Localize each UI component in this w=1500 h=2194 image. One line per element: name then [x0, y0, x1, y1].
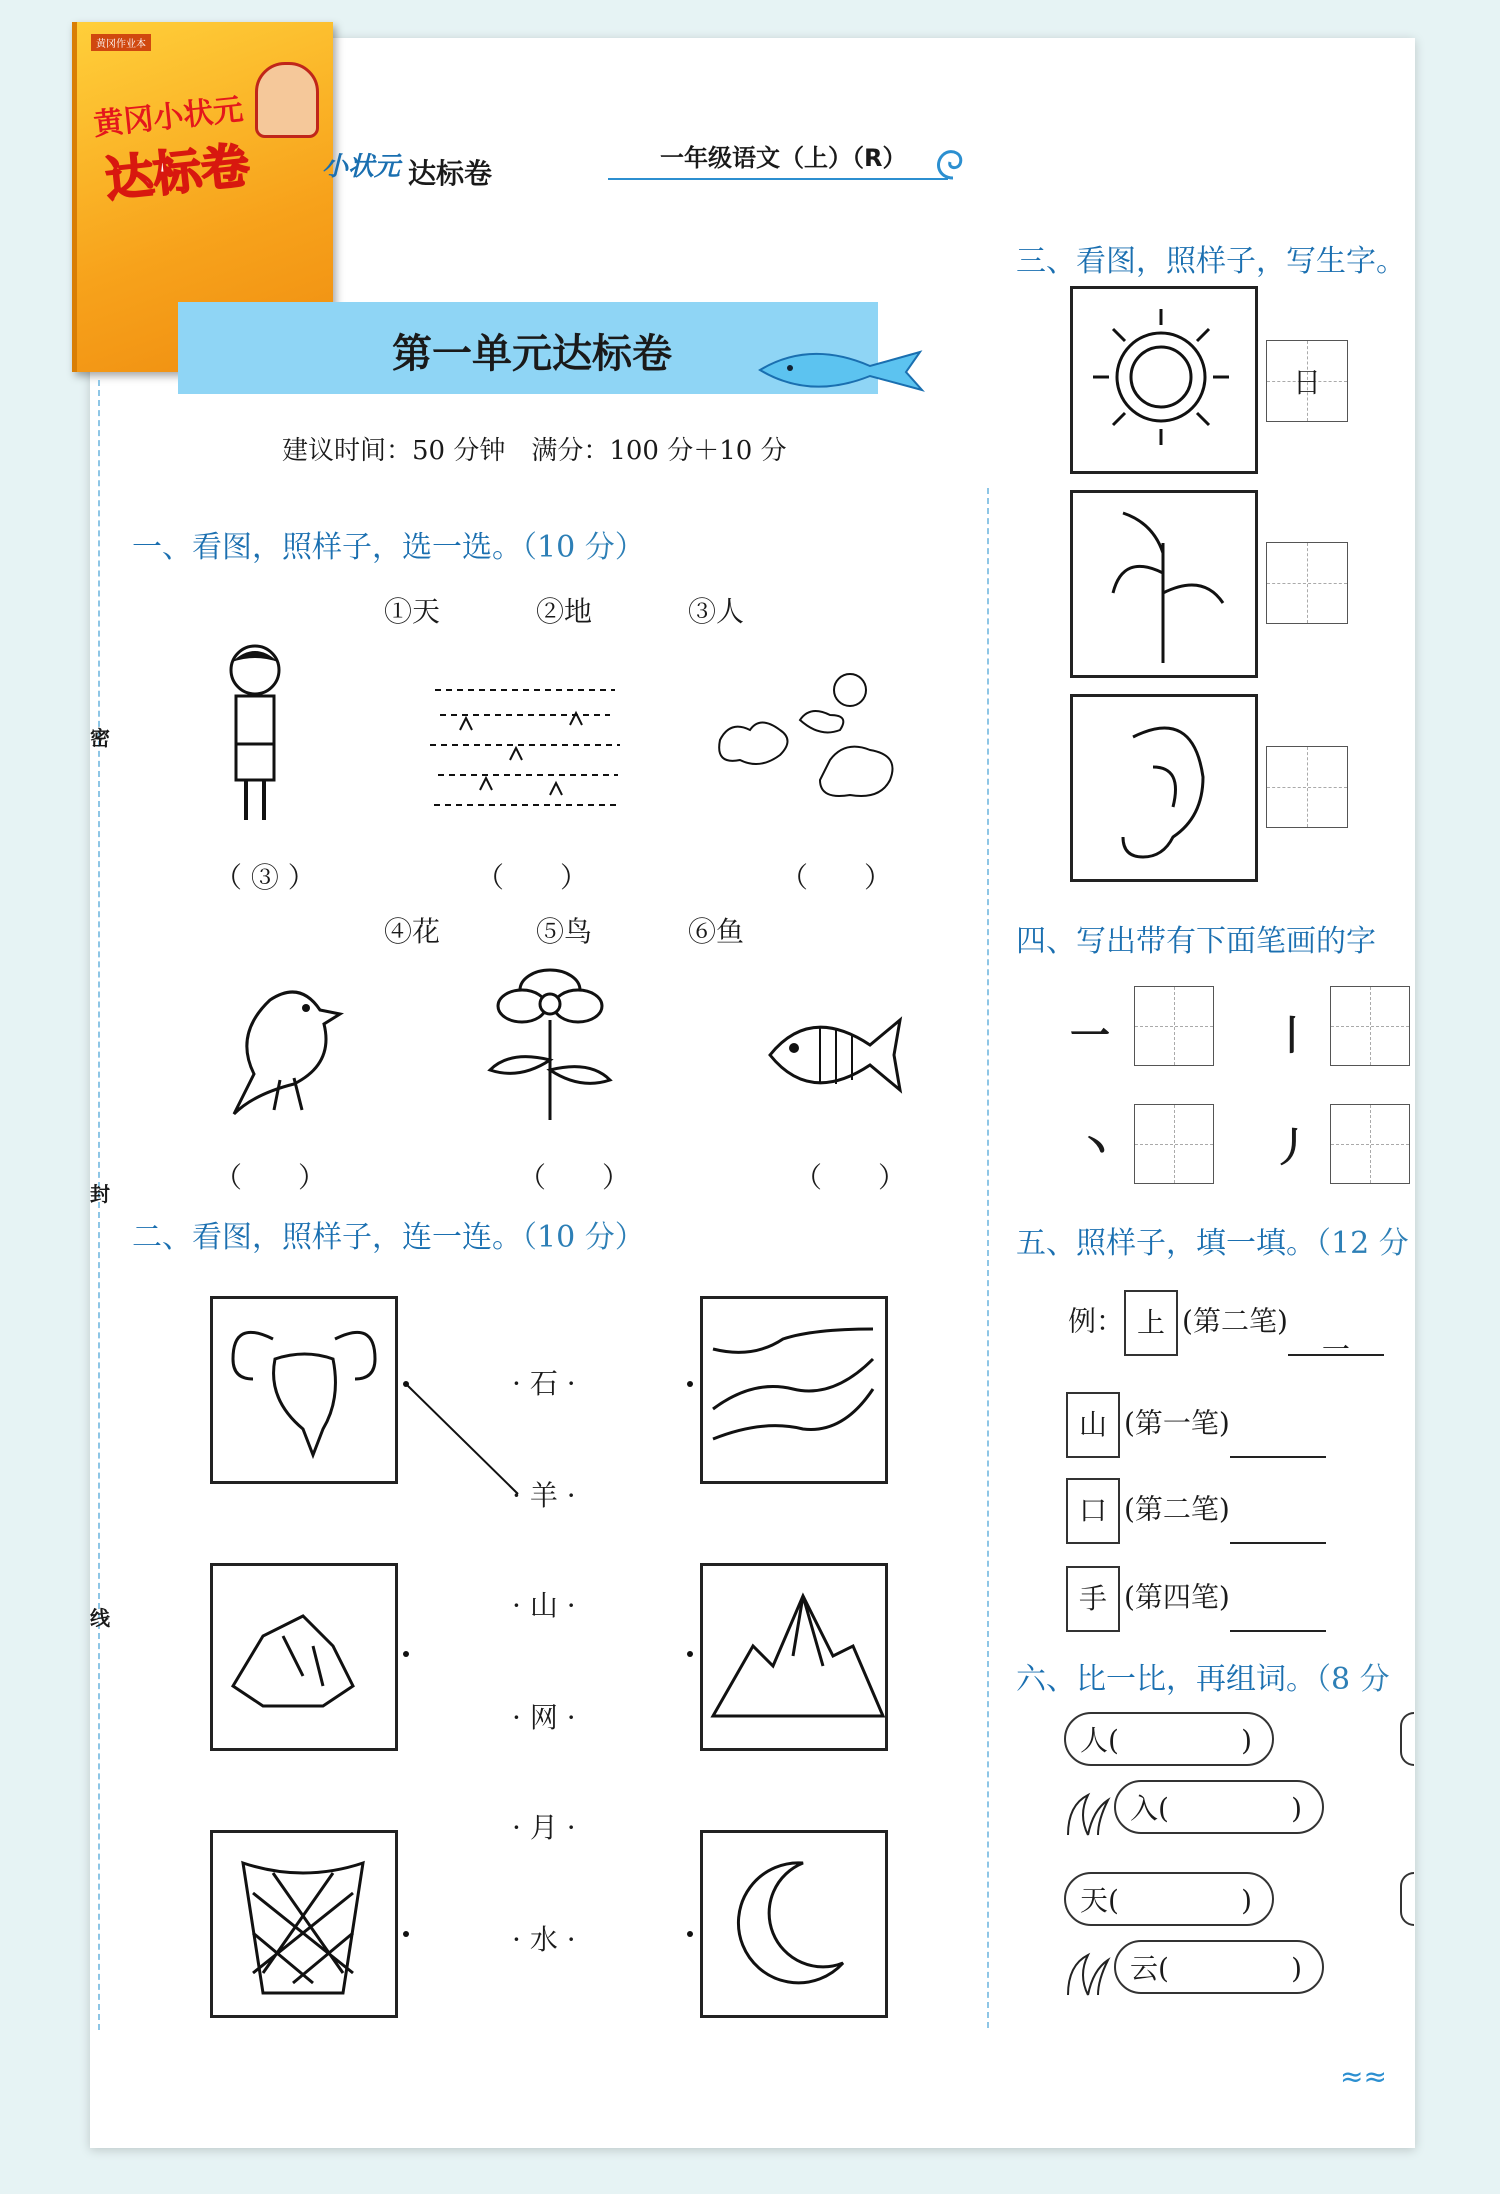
match-word-water[interactable]: · 水 ·	[512, 1923, 576, 1956]
header-title: 达标卷	[408, 157, 493, 190]
word-pill-yun-text: 云(	[1130, 1952, 1169, 1985]
option-bird: ⑤鸟	[536, 915, 593, 948]
fish-decoration-icon	[750, 330, 940, 410]
section2-heading	[132, 1212, 645, 1256]
column-divider	[987, 488, 989, 2028]
cover-title: 达标卷	[102, 137, 253, 209]
answer-boy[interactable]: （ ③ ）	[214, 861, 316, 894]
net-picture	[210, 1830, 398, 2018]
bird-picture	[210, 970, 360, 1120]
river-picture	[700, 1296, 888, 1484]
flower-picture	[470, 960, 630, 1130]
word-pill-yun[interactable]	[1114, 1940, 1324, 1994]
section4-heading	[1016, 916, 1414, 960]
word-pill-ru-text: 入(	[1130, 1792, 1169, 1825]
example-answer: 一	[1288, 1328, 1384, 1356]
option-person: ③人	[688, 595, 745, 628]
answer-field[interactable]: （ ）	[476, 861, 589, 894]
word-pill-ren[interactable]	[1064, 1712, 1274, 1766]
header-logo: 小状元	[322, 152, 401, 182]
waves-icon: ≈≈	[1340, 2060, 1387, 2093]
fill-blank-kou[interactable]	[1230, 1516, 1326, 1544]
margin-mark-3: 线	[90, 1606, 110, 1630]
write-box-dian[interactable]	[1134, 1104, 1214, 1184]
mascot-image	[255, 62, 319, 138]
section6-title: 六、比一比，再组词。	[1016, 1662, 1316, 1697]
option-fish: ⑥鱼	[688, 915, 745, 948]
fill-stroke-kou: (第二笔)	[1124, 1492, 1230, 1526]
example-row	[1068, 1290, 1384, 1366]
stroke-dian: 丶	[1076, 1125, 1116, 1171]
section1-heading	[132, 522, 645, 566]
swirl-icon	[930, 140, 976, 182]
section5-title: 五、照样子，填一填。	[1016, 1226, 1316, 1261]
match-lines	[390, 1370, 720, 1970]
section6-heading	[1016, 1654, 1414, 1698]
write-box-sun-text: 日	[1292, 366, 1321, 399]
match-word-stone[interactable]: · 石 ·	[512, 1367, 576, 1400]
word-pill-ru[interactable]	[1114, 1780, 1324, 1834]
stroke-pie: 丿	[1272, 1125, 1312, 1171]
margin-mark-1: 密	[90, 726, 110, 750]
match-word-mountain-label: 山	[529, 1589, 558, 1622]
write-box-pie[interactable]	[1330, 1104, 1410, 1184]
sun-picture	[1070, 286, 1258, 474]
section1-points: （10 分）	[522, 530, 645, 565]
rock-picture	[210, 1563, 398, 1751]
fill-char-shan: 山	[1066, 1392, 1120, 1458]
fill-char-kou: 口	[1066, 1478, 1120, 1544]
word-pill-tian-close: )	[1241, 1884, 1252, 1917]
match-word-stone-label: 石	[529, 1367, 558, 1400]
ear-picture	[1070, 694, 1258, 882]
unit-title: 第一单元达标卷	[392, 330, 672, 377]
goat-picture	[210, 1296, 398, 1484]
stroke-shu: 丨	[1272, 1013, 1312, 1059]
example-stroke: (第二笔)	[1182, 1304, 1288, 1338]
write-box-sun[interactable]	[1266, 340, 1348, 422]
word-pill-ru-close: )	[1291, 1792, 1302, 1825]
fill-blank-shou[interactable]	[1230, 1604, 1326, 1632]
section4-title: 四、写出带有下面笔画的字	[1016, 924, 1376, 959]
answer-flower[interactable]: （ ）	[518, 1161, 631, 1194]
word-pill-tian-text: 天(	[1080, 1884, 1119, 1917]
word-pill-ren-close: )	[1241, 1724, 1252, 1757]
write-box-shu[interactable]	[1330, 986, 1410, 1066]
match-word-mountain[interactable]: · 山 ·	[512, 1589, 576, 1622]
word-pill-edge-2	[1400, 1872, 1414, 1926]
fish-picture	[760, 1000, 910, 1110]
match-word-sheep[interactable]: · 羊 ·	[512, 1479, 576, 1512]
field-picture	[430, 670, 620, 820]
word-pill-yun-close: )	[1291, 1952, 1302, 1985]
sky-picture	[700, 660, 920, 820]
answer-sky[interactable]: （ ）	[780, 861, 893, 894]
time-limit: 建议时间：50 分钟 满分：100 分＋10 分	[282, 436, 787, 466]
answer-fish[interactable]: （ ）	[794, 1161, 907, 1194]
leaf-decoration-icon	[1058, 1780, 1118, 1840]
fill-char-shou: 手	[1066, 1566, 1120, 1632]
fill-row-kou	[1066, 1478, 1326, 1544]
header-rule	[608, 178, 948, 180]
match-word-moon-label: 月	[529, 1811, 558, 1844]
header-subject: 一年级语文（上）（R）	[660, 144, 907, 172]
option-flower: ④花	[384, 915, 441, 948]
section2-points: （10 分）	[522, 1220, 645, 1255]
word-pill-ren-text: 人(	[1080, 1724, 1119, 1757]
option-earth: ②地	[536, 595, 593, 628]
section5-points: （12 分	[1316, 1226, 1409, 1261]
match-word-net-label: 网	[529, 1701, 558, 1734]
write-box-heng[interactable]	[1134, 986, 1214, 1066]
write-box-rice[interactable]	[1266, 542, 1348, 624]
section3-heading	[1016, 236, 1406, 280]
option-sky: ①天	[384, 595, 441, 628]
write-box-ear[interactable]	[1266, 746, 1348, 828]
answer-bird[interactable]: （ ）	[214, 1161, 327, 1194]
fill-blank-shan[interactable]	[1230, 1430, 1326, 1458]
rice-picture	[1070, 490, 1258, 678]
margin-mark-2: 封	[90, 1182, 110, 1206]
brand-name: 黄冈小状元	[91, 92, 245, 143]
fill-row-shou	[1066, 1566, 1326, 1632]
section3-title: 三、看图，照样子，写生字。	[1016, 244, 1406, 279]
fill-stroke-shan: (第一笔)	[1124, 1406, 1230, 1440]
match-word-sheep-label: 羊	[529, 1479, 558, 1512]
fill-stroke-shou: (第四笔)	[1124, 1580, 1230, 1614]
example-label: 例：	[1068, 1304, 1125, 1338]
section1-title: 一、看图，照样子，选一选。	[132, 530, 522, 565]
match-word-moon[interactable]: · 月 ·	[512, 1811, 576, 1844]
moon-picture	[700, 1830, 888, 2018]
stroke-heng: 一	[1070, 1013, 1110, 1059]
section6-points: （8 分	[1316, 1662, 1390, 1697]
section5-heading	[1016, 1218, 1414, 1262]
fill-row-shan	[1066, 1392, 1326, 1458]
leaf-decoration-icon-2	[1058, 1940, 1118, 2000]
section2-title: 二、看图，照样子，连一连。	[132, 1220, 522, 1255]
boy-picture	[210, 640, 300, 830]
word-pill-edge	[1400, 1712, 1414, 1766]
match-word-water-label: 水	[529, 1923, 558, 1956]
publisher-label: 黄冈作业本	[91, 34, 151, 51]
word-pill-tian[interactable]	[1064, 1872, 1274, 1926]
mountain-picture	[700, 1563, 888, 1751]
example-char: 上	[1124, 1290, 1178, 1356]
match-word-net[interactable]: · 网 ·	[512, 1701, 576, 1734]
